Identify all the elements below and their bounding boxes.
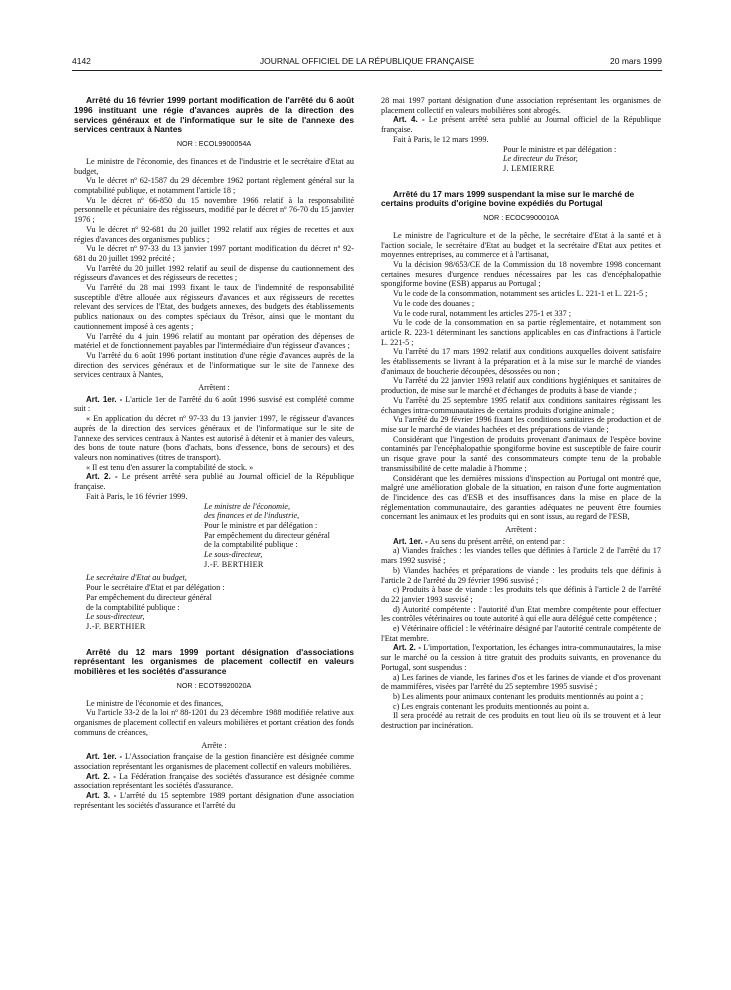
signature-line: Le directeur du Trésor, [503,154,578,164]
signatory-name: J.-F. BERTHIER [204,559,264,569]
definition-item: c) Produits à base de viande : les produits tels que définis à l'article 2 de l'arrêté du 22 janvier 1993 susvisé ; [381,585,661,604]
paragraph: Vu le code de la consommation en sa partie réglementaire, et notamment son article R. 223-1 déterminant les sanctions applicables en cas d'infractions à l'article L. 221-5 ; [381,318,661,347]
signature-line: de la comptabilité publique : [204,540,298,550]
paragraph: Vu le décret nº 62-1587 du 29 décembre 1962 portant règlement général sur la comptabilité publique, et notamment l'article 18 ; [74,176,354,195]
definition-item: d) Autorité compétente : l'autorité d'un Etat membre compétente pour effectuer les contrôles vétérinaires ou toute autorité à qui elle aura délégué cette compétence ; [381,604,661,624]
paragraph: Vu l'arrêté du 17 mars 1992 relatif aux conditions auxquelles doivent satisfaire les établissements se livrant à la préparation et à la mise sur le marché de viandes d'animaux de boucherie découpées, désossées ou non ; [381,347,661,376]
arretent-heading: Arrêtent : [198,383,230,393]
article-label: Art. 2. - [86,472,118,482]
signing-place-date: Fait à Paris, le 12 mars 1999. [393,134,489,144]
article-label: Art. 1er. - [393,536,428,546]
article-label: Art. 3. - [86,791,117,801]
definition-item: a) Viandes fraîches : les viandes telles que définies à l'article 2 de l'arrêté du 17 mars 1992 susvisé ; [381,546,661,566]
article-1 [381,537,661,547]
paragraph: Vu le code des douanes ; [393,298,475,308]
paragraph: Vu l'arrêté du 6 août 1996 portant institution d'une régie d'avances auprès de la direction des services généraux et de l'informatique sur le site de l'annexe des services centraux à Nantes, [74,350,354,380]
article-1 [74,395,354,414]
journal-title: JOURNAL OFFICIEL DE LA RÉPUBLIQUE FRANÇAISE [259,56,475,66]
signature-line: Par empêchement du directeur général [86,592,212,602]
signature-line: Le ministre de l'économie, [204,501,291,511]
article-label: Art. 1er. - [86,752,123,762]
paragraph: Le ministre de l'économie et des finances, [86,698,224,708]
article-text: Le présent arrêté sera publié au Journal officiel de la République française. [74,472,355,492]
page-header [72,56,662,70]
paragraph: Il sera procédé au retrait de ces produits en tout lieu où ils se trouvent et à leur destruction par incinération. [381,711,661,731]
left-column [74,96,354,810]
right-column [381,96,661,731]
article-label: Art. 2. - [393,643,421,653]
decree-title: Arrêté du 12 mars 1999 portant désignation d'associations représentant les organismes de placement collectif en valeurs mobilières et les sociétés d'assurance [74,646,354,677]
signature-block [381,145,661,174]
paragraph: Vu le décret nº 66-850 du 15 novembre 1966 relatif à la responsabilité personnelle et pécuniaire des régisseurs, modifié par le décret nº 76-70 du 15 janvier 1976 ; [74,195,354,225]
issue-date: 20 mars 1999 [610,56,662,66]
signature-block [74,502,354,570]
paragraph: Vu le code rural, notamment les articles 275-1 et 337 ; [393,308,571,318]
decree-title: Arrêté du 16 février 1999 portant modification de l'arrêté du 6 août 1996 instituant une régie d'avances auprès de la direction des services généraux et de l'informatique sur le site de l'annexe des services centraux à Nantes [74,95,354,135]
article-2 [74,472,354,491]
paragraph: Vu l'arrêté du 22 janvier 1993 relatif aux conditions hygiéniques et sanitaires de production, de mise sur le marché et d'échanges de produits à base de viande ; [381,376,661,396]
list-item: a) Les farines de viande, les farines d'os et les farines de viande et d'os provenant de mammifères, visées par l'arrêté du 25 septembre 1995 susvisé ; [381,672,661,692]
signatory-name: J.-F. BERTHIER [86,621,146,631]
signature-block [74,573,264,631]
paragraph: Vu l'arrêté du 20 juillet 1992 relatif au seuil de dispense du cautionnement des régisseurs d'avances et des régisseurs de recettes ; [74,263,354,283]
header-rule [72,70,662,71]
paragraph: Le ministre de l'agriculture et de la pêche, le secrétaire d'Etat à la santé et à l'action sociale, le secrétaire d'Etat au budget et la secrétaire d'Etat aux petites et moyennes entreprises, au commerce et à l'artisanat, [381,230,661,260]
signature-line: Pour le secrétaire d'Etat et par délégation : [86,583,225,593]
definition-item: b) Viandes hachées et préparations de viande : les produits tels que définis à l'article 2 de l'arrêté du 29 février 1996 susvisé ; [381,565,661,585]
article-4 [381,115,661,134]
article-1 [74,752,354,771]
signature-line: des finances et de l'industrie, [204,511,300,521]
nor-reference: NOR : ECOT9920020A [176,681,252,691]
nor-reference: NOR : ECOL9900054A [176,139,252,149]
article-2 [381,643,661,672]
quote: « En application du décret nº 97-33 du 13 janvier 1997, le régisseur d'avances auprès de la direction des services généraux et de l'informatique sur le site de l'annexe des services centraux à Nantes est autorisé à détenir et à manier des valeurs, des bons de toute nature (bons d'achats, bons d'essence, bons de secours) et des valeurs non nominatives (titres de transport). [74,414,354,462]
nor-reference: NOR : ECOC9900010A [483,213,559,223]
article-text: L'Association française de la gestion financière est désignée comme association représentant les organismes de placement collectif en valeurs mobilières. [74,752,355,771]
article-label: Art. 1er. - [86,394,123,404]
article-label: Art. 4. - [393,115,425,125]
definition-item: e) Vétérinaire officiel : le vétérinaire désigné par l'autorité centrale compétente de l'Etat membre. [381,624,661,643]
paragraph: Considérant que les dernières missions d'inspection au Portugal ont montré que, malgré une amélioration globale de la situation, en raison d'une forte augmentation de l'incidence des cas d'ESB et des insuffisances dans la mise en place de la réglementation communautaire, des garanties adéquates ne peuvent être fournies concernant les animaux et les produits qui en sont issus, au regard de l'ESB, [381,473,661,522]
article-text: L'article 1er de l'arrêté du 6 août 1996 susvisé est complété comme suit : [74,394,354,414]
paragraph: Vu le décret nº 97-33 du 13 janvier 1997 portant modification du décret nº 92-681 du 20 juillet 1992 précité ; [74,244,354,263]
paragraph: Vu l'arrêté du 29 février 1996 fixant les conditions sanitaires de production et de mise sur le marché de viandes hachées et des préparations de viande ; [381,415,661,434]
signature-line: Par empêchement du directeur général [204,530,330,540]
paragraph: Le ministre de l'économie, des finances et de l'industrie et le secrétaire d'Etat au budget, [74,156,354,176]
list-item: b) Les aliments pour animaux contenant les produits mentionnés au point a ; [393,691,644,701]
article-label: Art. 2. - [86,771,116,781]
paragraph: Vu l'arrêté du 4 juin 1996 relatif au montant par opération des dépenses de matériel et de fonctionnement payables par l'intermédiaire d'un régisseur d'avances ; [74,331,354,351]
signature-line: de la comptabilité publique : [86,602,180,612]
signature-line: Pour le ministre et par délégation : [204,520,318,530]
article-text: Le présent arrêté sera publié au Journal officiel de la République française. [381,115,662,135]
paragraph: Vu la décision 98/653/CE de la Commission du 18 novembre 1998 concernant certaines mesures d'urgence rendues nécessaires par les cas d'encéphalopathie spongiforme bovine (ESB) apparus au Portugal ; [381,260,661,289]
signing-place-date: Fait à Paris, le 16 février 1999. [86,491,188,501]
paragraph: Vu l'arrêté du 25 septembre 1995 relatif aux conditions sanitaires régissant les échanges intra-communautaires de certains produits d'origine animale ; [381,395,661,415]
arretent-heading: Arrêtent : [505,525,537,535]
paragraph: Vu l'article 33-2 de la loi nº 88-1201 du 23 décembre 1988 modifiée relative aux organismes de placement collectif en valeurs mobilières et portant création des fonds communs de créances, [74,708,354,737]
article-text: L'arrêté du 15 septembre 1989 portant désignation d'une association représentant les sociétés d'assurance et l'arrêté du [74,791,354,810]
arrete-heading: Arrête : [201,740,227,750]
signatory-name: J. LEMIERRE [503,163,555,173]
article-text: L'importation, l'exportation, les échanges intra-communautaires, la mise sur le marché ou la cession à titre gratuit des produits suivants, en provenance du Portugal, sont suspendus : [381,643,662,672]
signature-line: Pour le ministre et par délégation : [503,144,617,154]
paragraph: 28 mai 1997 portant désignation d'une association représentant les organismes de placement collectif en valeurs mobilières sont abrogés. [381,96,661,115]
article-3 [74,791,354,810]
article-text: Au sens du présent arrêté, on entend par : [429,536,566,546]
paragraph: Vu le décret nº 92-681 du 20 juillet 1992 relatif aux régies de recettes et aux régies d'avances des organismes publics ; [74,224,354,244]
list-item: c) Les engrais contenant les produits mentionnés au point a. [393,701,589,711]
page-number: 4142 [72,56,91,66]
signature-line: Le sous-directeur, [86,612,145,622]
quote: « Il est tenu d'en assurer la comptabilité de stock. » [86,462,254,472]
paragraph: Vu l'arrêté du 28 mai 1993 fixant le taux de l'indemnité de responsabilité susceptible d'être allouée aux régisseurs d'avances et aux régisseurs de recettes relevant des services de l'Etat, des budgets annexes, des budgets des établissements publics nationaux ou des comptes spéciaux du Trésor, ainsi que le montant du cautionnement imposé à ces agents ; [74,283,354,331]
decree-title: Arrêté du 17 mars 1999 suspendant la mise sur le marché de certains produits d'origine bovine expédiés du Portugal [381,188,635,209]
article-2 [74,772,354,791]
paragraph: Vu le code de la consommation, notamment ses articles L. 221-1 et L. 221-5 ; [393,289,648,299]
signature-line: Le sous-directeur, [204,550,263,560]
article-text: La Fédération française des sociétés d'assurance est désignée comme association représentant les sociétés d'assurance. [74,771,355,791]
paragraph: Considérant que l'ingestion de produits provenant d'animaux de l'espèce bovine contaminés par l'encéphalopathie spongiforme bovine est susceptible de faire courir un risque grave pour la santé des consommateurs compte tenu de la probable transmissibilité de cette maladie à l'homme ; [381,434,661,473]
signature-line: Le secrétaire d'Etat au budget, [86,573,187,583]
